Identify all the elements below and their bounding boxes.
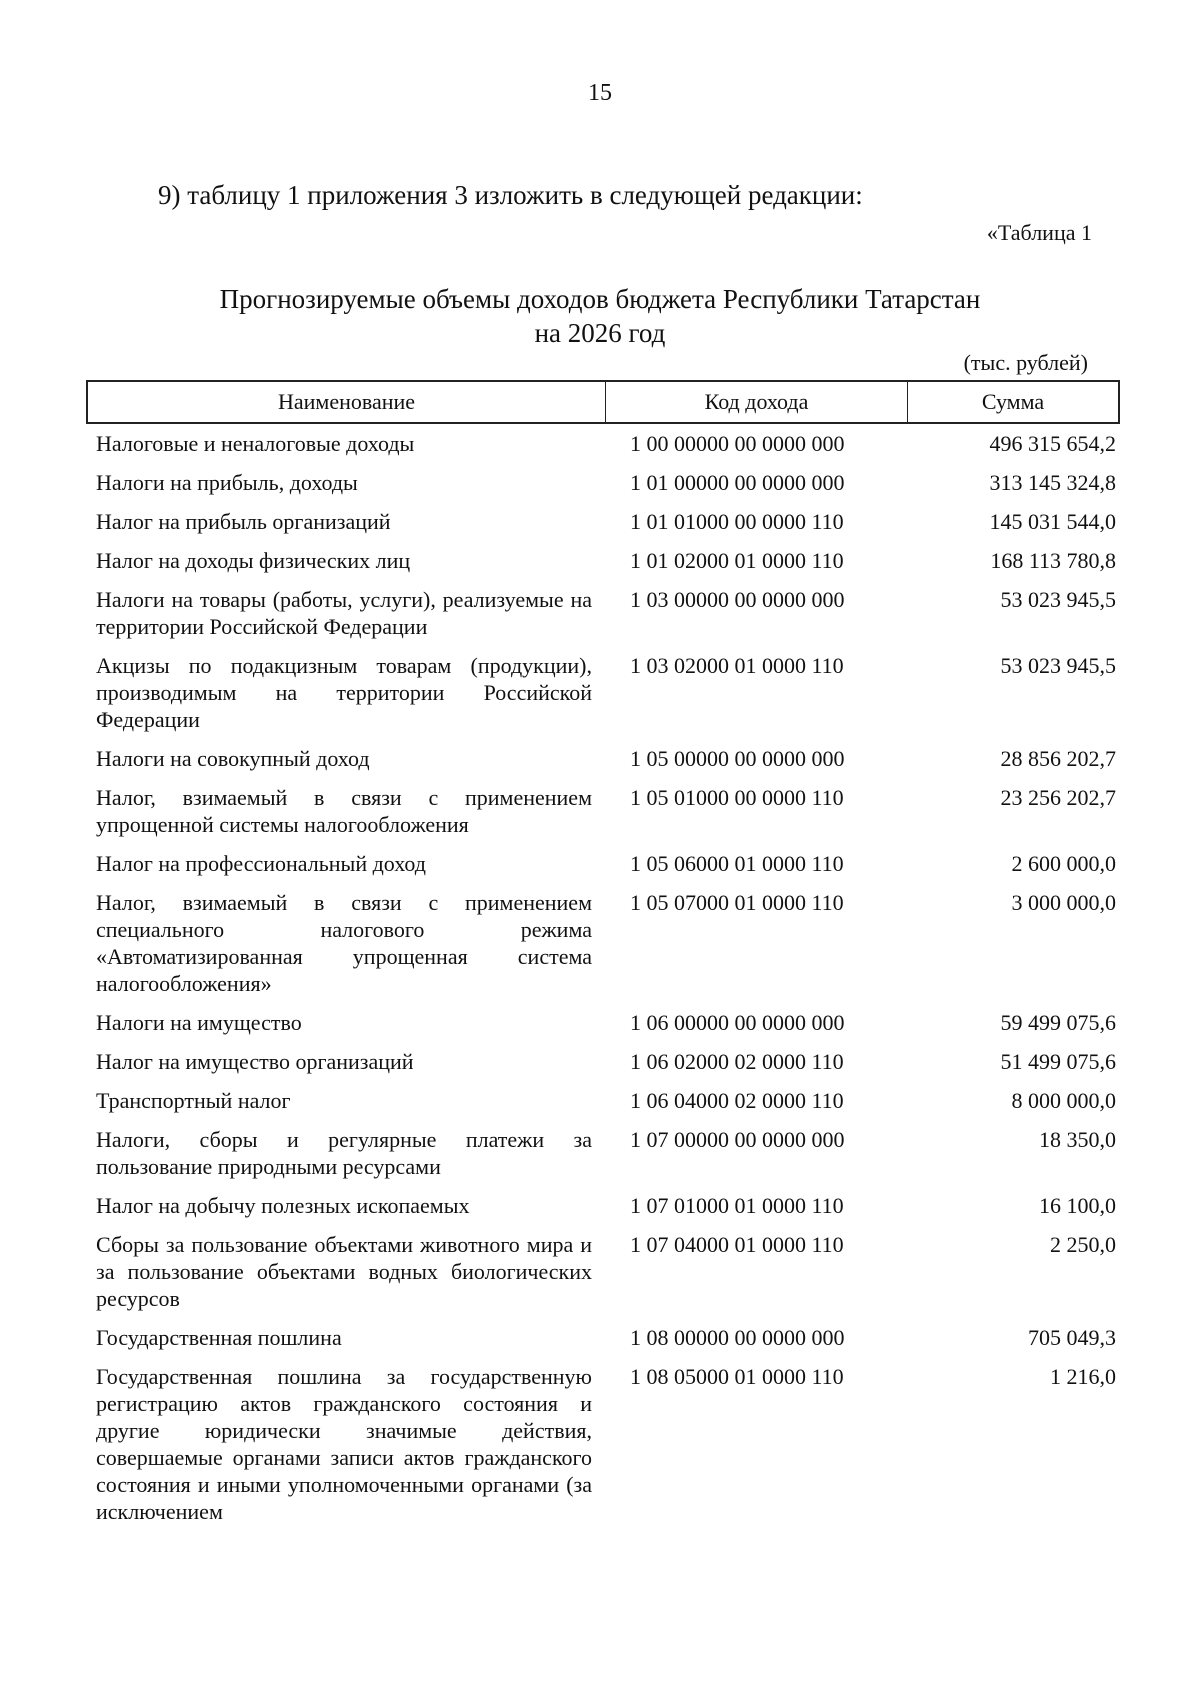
row-name: Налоги, сборы и регулярные платежи за пользование природными ресурсами xyxy=(96,1127,592,1179)
row-sum: 145 031 544,0 xyxy=(989,509,1116,534)
table-row xyxy=(96,1231,1116,1312)
table-row xyxy=(96,850,1116,877)
row-sum: 2 250,0 xyxy=(1050,1232,1116,1257)
row-sum: 53 023 945,5 xyxy=(1000,587,1116,612)
table-row xyxy=(96,652,1116,733)
document-title xyxy=(0,282,1200,350)
row-name: Налог на профессиональный доход xyxy=(96,851,426,876)
header-sum: Сумма xyxy=(981,389,1045,414)
units-label: (тыс. рублей) xyxy=(963,350,1088,375)
row-sum: 168 113 780,8 xyxy=(990,548,1116,573)
table-row xyxy=(96,784,1116,838)
row-name: Налог, взимаемый в связи с применением специального налогового режима «Автоматизированная упрощенная система налогообложения» xyxy=(96,890,592,996)
title-line-1: Прогнозируемые объемы доходов бюджета Республики Татарстан xyxy=(219,284,981,314)
table-row xyxy=(96,1126,1116,1180)
row-name: Налог, взимаемый в связи с применением упрощенной системы налогообложения xyxy=(96,785,592,837)
row-code: 1 08 00000 00 0000 000 xyxy=(630,1325,845,1350)
table-label: «Таблица 1 xyxy=(986,220,1092,245)
table-row xyxy=(96,469,1116,496)
row-sum: 53 023 945,5 xyxy=(1000,653,1116,678)
page-number: 15 xyxy=(588,80,612,106)
row-name: Государственная пошлина за государственную регистрацию актов гражданского состояния и другие юридически значимые действия, совершаемые органами записи актов гражданского состояния и иными уполномоченными органами (за исключением xyxy=(96,1364,592,1524)
row-name: Налоги на товары (работы, услуги), реализуемые на территории Российской Федерации xyxy=(96,587,592,639)
table-row xyxy=(96,547,1116,574)
row-code: 1 00 00000 00 0000 000 xyxy=(630,431,845,456)
row-sum: 313 145 324,8 xyxy=(989,470,1116,495)
row-sum: 2 600 000,0 xyxy=(1011,851,1116,876)
row-sum: 3 000 000,0 xyxy=(1011,890,1116,915)
row-sum: 1 216,0 xyxy=(1050,1364,1116,1389)
row-sum: 23 256 202,7 xyxy=(1000,785,1116,810)
row-code: 1 05 06000 01 0000 110 xyxy=(630,851,844,876)
row-code: 1 01 02000 01 0000 110 xyxy=(630,548,844,573)
header-code: Код дохода xyxy=(606,382,908,422)
row-code: 1 07 01000 01 0000 110 xyxy=(630,1193,844,1218)
table-row xyxy=(96,1192,1116,1219)
row-name: Транспортный налог xyxy=(96,1088,291,1113)
row-code: 1 05 07000 01 0000 110 xyxy=(630,890,844,915)
row-code: 1 01 00000 00 0000 000 xyxy=(630,470,845,495)
header-name: Наименование xyxy=(88,382,606,422)
row-name: Акцизы по подакцизным товарам (продукции), производимым на территории Российской Федерации xyxy=(96,653,592,732)
table-row xyxy=(96,1009,1116,1036)
table-row xyxy=(96,1087,1116,1114)
row-name: Налоговые и неналоговые доходы xyxy=(96,431,415,456)
row-name: Налоги на совокупный доход xyxy=(96,746,370,771)
row-name: Государственная пошлина xyxy=(96,1325,342,1350)
title-line-2: на 2026 год xyxy=(534,318,666,348)
table-body xyxy=(96,430,1116,1537)
row-name: Налоги на имущество xyxy=(96,1010,302,1035)
table-row xyxy=(96,745,1116,772)
table-row xyxy=(96,1363,1116,1525)
table-row xyxy=(96,586,1116,640)
table-row xyxy=(96,889,1116,997)
row-name: Налог на добычу полезных ископаемых xyxy=(96,1193,470,1218)
row-code: 1 03 00000 00 0000 000 xyxy=(630,587,845,612)
row-sum: 28 856 202,7 xyxy=(1000,746,1116,771)
row-code: 1 05 01000 00 0000 110 xyxy=(630,785,844,810)
table-row xyxy=(96,508,1116,535)
table-row xyxy=(96,430,1116,457)
row-name: Налог на прибыль организаций xyxy=(96,509,391,534)
row-code: 1 01 01000 00 0000 110 xyxy=(630,509,844,534)
row-sum: 18 350,0 xyxy=(1039,1127,1116,1152)
table-header xyxy=(86,380,1120,424)
row-sum: 59 499 075,6 xyxy=(1000,1010,1116,1035)
row-code: 1 06 02000 02 0000 110 xyxy=(630,1049,844,1074)
row-code: 1 05 00000 00 0000 000 xyxy=(630,746,845,771)
table-row xyxy=(96,1324,1116,1351)
row-sum: 8 000 000,0 xyxy=(1011,1088,1116,1113)
row-name: Налог на имущество организаций xyxy=(96,1049,414,1074)
row-sum: 705 049,3 xyxy=(1028,1325,1116,1350)
row-code: 1 08 05000 01 0000 110 xyxy=(630,1364,844,1389)
instruction-text: 9) таблицу 1 приложения 3 изложить в следующей редакции: xyxy=(158,180,863,210)
table-row xyxy=(96,1048,1116,1075)
row-name: Налоги на прибыль, доходы xyxy=(96,470,358,495)
row-name: Сборы за пользование объектами животного мира и за пользование объектами водных биологических ресурсов xyxy=(96,1232,592,1311)
row-code: 1 06 00000 00 0000 000 xyxy=(630,1010,845,1035)
row-sum: 16 100,0 xyxy=(1039,1193,1116,1218)
row-code: 1 07 00000 00 0000 000 xyxy=(630,1127,845,1152)
row-code: 1 03 02000 01 0000 110 xyxy=(630,653,844,678)
row-name: Налог на доходы физических лиц xyxy=(96,548,411,573)
row-code: 1 06 04000 02 0000 110 xyxy=(630,1088,844,1113)
row-sum: 496 315 654,2 xyxy=(989,431,1116,456)
row-sum: 51 499 075,6 xyxy=(1000,1049,1116,1074)
row-code: 1 07 04000 01 0000 110 xyxy=(630,1232,844,1257)
